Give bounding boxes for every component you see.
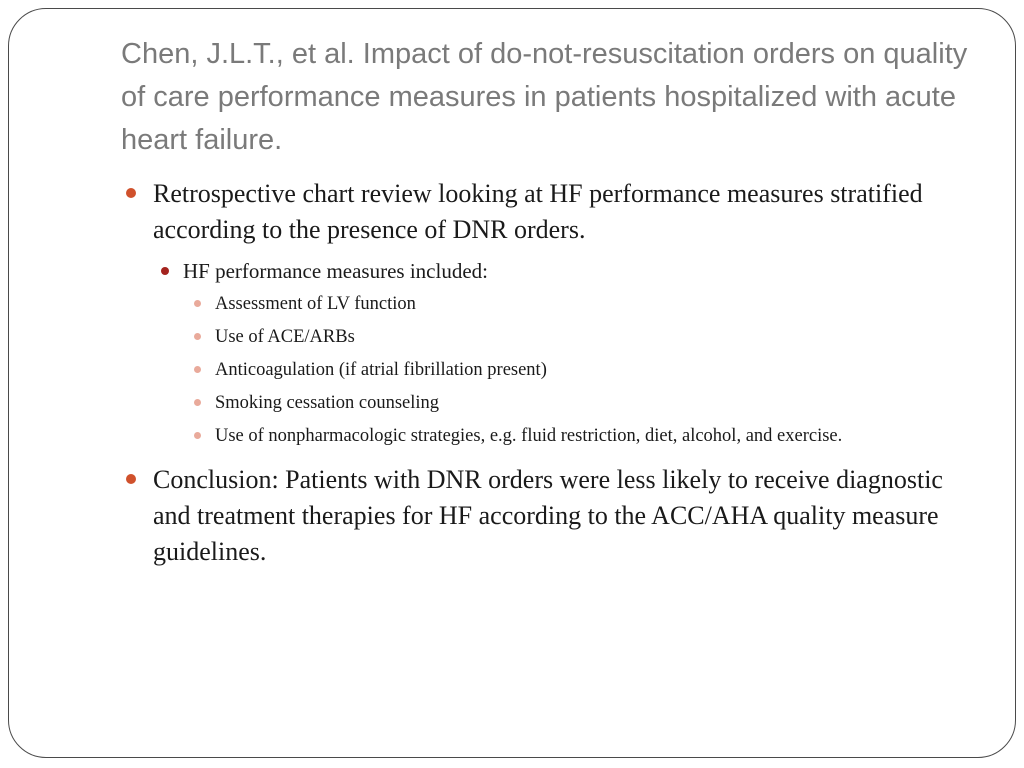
bullet-dot-icon: [126, 474, 136, 484]
bullet-text: Retrospective chart review looking at HF performance measures stratified according to the presence of DNR orders.: [153, 179, 923, 244]
list-item: [153, 389, 961, 417]
list-item-text: Use of ACE/ARBs: [215, 327, 355, 347]
bullet-dot-icon: [194, 366, 201, 373]
bullet-item: [121, 462, 961, 570]
bullet-dot-icon: [194, 333, 201, 340]
bullet-text: Conclusion: Patients with DNR orders were less likely to receive diagnostic and treatment therapies for HF according to the ACC/AHA quality measure guidelines.: [153, 465, 943, 566]
slide-title: Chen, J.L.T., et al. Impact of do-not-resuscitation orders on quality of care performance measures in patients hospitalized with acute heart failure.: [121, 38, 968, 156]
list-item: [153, 356, 961, 384]
sub-sub-bullet-list: [153, 290, 961, 450]
list-item: [153, 323, 961, 351]
bullet-dot-icon: [194, 399, 201, 406]
sub-bullet-text: HF performance measures included:: [183, 259, 488, 283]
bullet-dot-icon: [194, 300, 201, 307]
bullet-dot-icon: [161, 267, 169, 275]
list-item-text: Smoking cessation counseling: [215, 393, 440, 413]
list-item-text: Use of nonpharmacologic strategies, e.g. fluid restriction, diet, alcohol, and exercise.: [215, 426, 843, 446]
bullet-dot-icon: [126, 188, 136, 198]
slide-frame: [8, 8, 1016, 758]
list-item: [153, 422, 961, 450]
bullet-dot-icon: [194, 432, 201, 439]
bullet-item: [121, 176, 961, 450]
slide-body: [121, 176, 961, 570]
list-item: [153, 290, 961, 318]
sub-bullet-item: [153, 257, 961, 285]
list-item-text: Assessment of LV function: [215, 294, 416, 314]
list-item-text: Anticoagulation (if atrial fibrillation present): [215, 360, 547, 380]
